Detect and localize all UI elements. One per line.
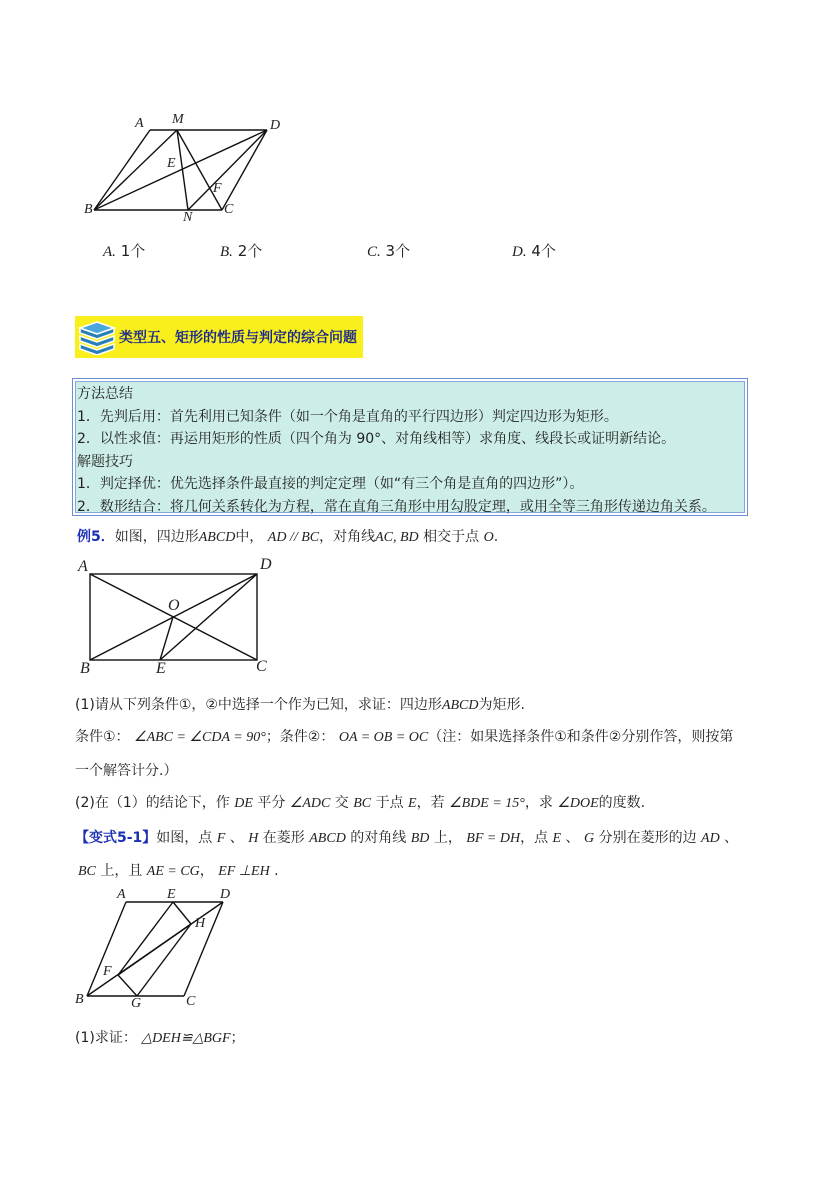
fig2-label-B: B [80,660,90,677]
fig1-label-B: B [84,202,93,217]
option-a: A. 1个 [103,242,146,260]
fig1-label-N: N [183,210,193,225]
figure-rectangle [80,565,270,675]
figure-rhombus [80,890,250,1005]
fig1-label-M: M [172,112,184,127]
fig3-label-G: G [131,996,142,1011]
fig1-label-E: E [167,156,176,171]
fig3-label-A: A [117,887,126,902]
fig3-label-H: H [195,916,206,931]
method-summary-box [72,378,748,516]
fig3-label-E: E [167,887,176,902]
example5-statement: 例5．如图，四边形ABCD中， AD // BC，对角线AC, BD 相交于点 O. [77,529,499,545]
fig1-label-C: C [224,202,234,217]
section-title: 类型五、矩形的性质与判定的综合问题 [119,330,357,346]
fig2-label-O: O [168,597,180,614]
question-1-conditions: 条件①： ∠ABC = ∠CDA = 90°；条件②： OA = OB = OC（注：如果选择条件①和条件②分别作答，则按第 [75,729,734,745]
tips-heading: 解题技巧 [77,453,133,470]
variant-question-1: (1)求证： △DEH≌△BGF； [75,1030,245,1046]
fig3-label-D: D [220,887,231,902]
example5-label: 例5． [77,529,115,545]
fig1-label-F: F [213,181,222,196]
method-line-2: 2．以性求值：再运用矩形的性质（四个角为 90°、对角线相等）求角度、线段长或证明新结论。 [77,431,676,448]
variant-statement-line1: 【变式5-1】如图，点 F 、 H 在菱形 ABCD 的对角线 BD 上， BF = DH，点 E 、 G 分别在菱形的边 AD 、 [75,830,739,846]
fig2-label-E: E [156,660,166,677]
tips-line-1: 1．判定择优：优先选择条件最直接的判定定理（如“有三个角是直角的四边形”）。 [77,476,584,493]
fig3-label-F: F [103,964,112,979]
fig3-label-C: C [186,994,196,1009]
option-c: C. 3个 [367,242,411,260]
question-1: (1)请从下列条件①，②中选择一个作为已知，求证：四边形ABCD为矩形. [75,697,525,713]
method-heading: 方法总结 [77,386,133,402]
option-b: B. 2个 [220,242,263,260]
question-2: (2)在（1）的结论下，作 DE 平分 ∠ADC 交 BC 于点 E，若 ∠BDE = 15°，求 ∠DOE的度数. [75,795,646,811]
variant-label: 【变式5-1】 [75,830,157,846]
fig2-label-A: A [78,558,88,575]
question-1-note: 一个解答计分.） [75,763,178,779]
stacked-books-icon [77,319,117,355]
fig2-label-C: C [256,658,267,675]
tips-line-2: 2．数形结合：将几何关系转化为方程，常在直角三角形中用勾股定理，或用全等三角形传递边角关系。 [77,498,716,515]
fig2-label-D: D [260,556,272,573]
option-d: D. 4个 [512,242,556,260]
method-line-1: 1．先判后用：首先利用已知条件（如一个角是直角的平行四边形）判定四边形为矩形。 [77,408,618,425]
fig1-label-D: D [270,118,281,133]
variant-statement-line2: BC 上，且 AE = CG， EF ⊥EH . [78,863,279,879]
fig3-label-B: B [75,992,84,1007]
section-banner [75,316,363,358]
fig1-label-A: A [135,116,144,131]
